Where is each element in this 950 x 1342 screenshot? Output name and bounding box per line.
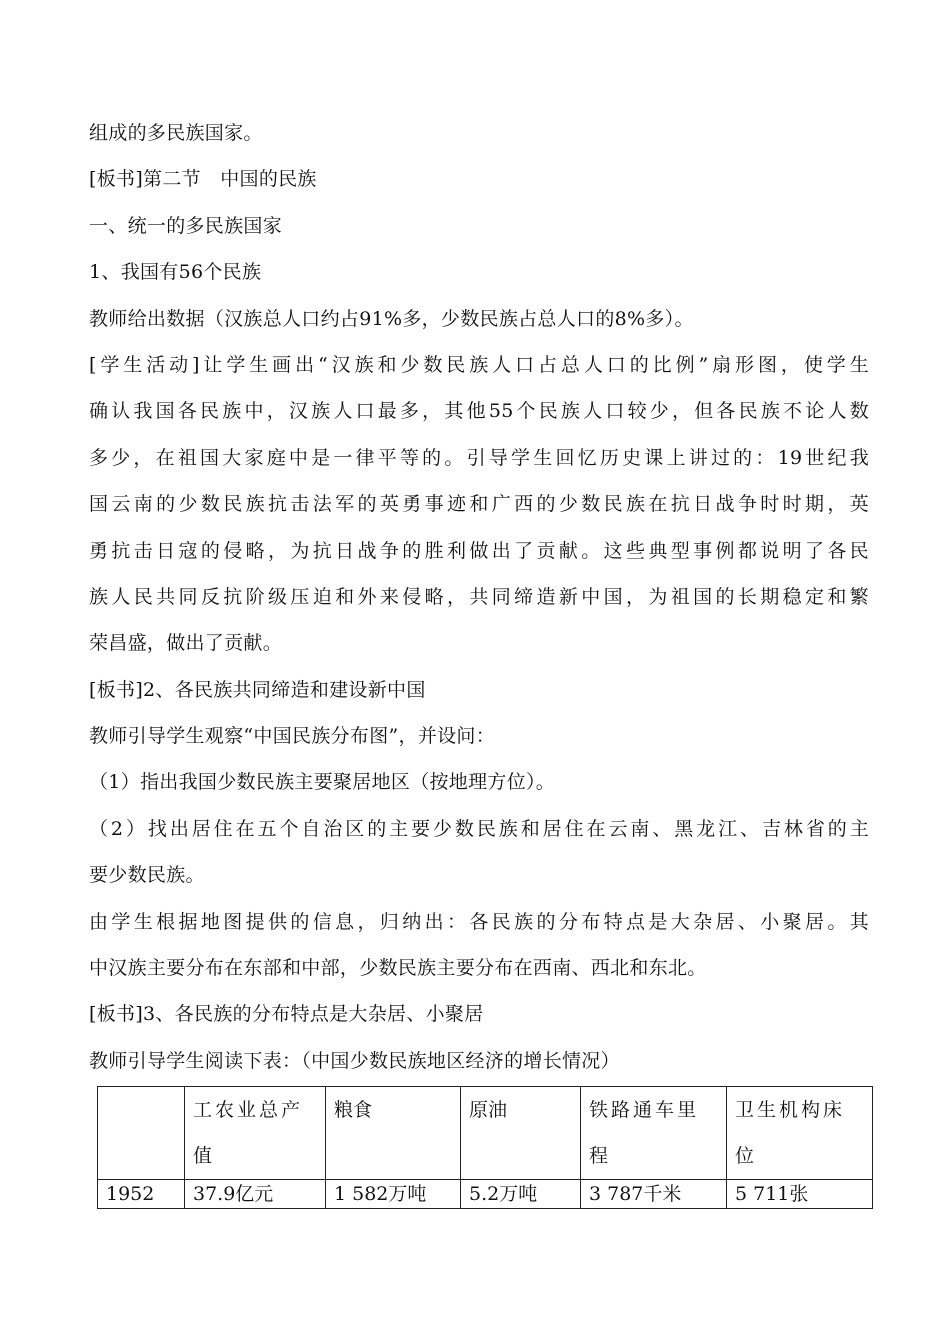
table-header-cell xyxy=(98,1087,185,1180)
text-line: 教师引导学生观察“中国民族分布图”，并设问： xyxy=(89,725,496,748)
table-cell: 5.2万吨 xyxy=(461,1180,581,1209)
board-heading: [板书]3、各民族的分布特点是大杂居、小聚居 xyxy=(89,1003,484,1026)
table-header-cell: 工农业总产值 xyxy=(185,1087,326,1180)
text-line: 组成的多民族国家。 xyxy=(89,122,263,144)
table-header-cell: 铁路通车里程 xyxy=(581,1087,727,1180)
table-cell: 37.9亿元 xyxy=(185,1180,326,1209)
text-line: 教师引导学生阅读下表：（中国少数民族地区经济的增长情况） xyxy=(89,1049,620,1072)
table-cell: 1 582万吨 xyxy=(326,1180,461,1209)
table-cell: 3 787千米 xyxy=(581,1180,727,1209)
board-heading: [板书]2、各民族共同缔造和建设新中国 xyxy=(89,678,426,701)
table-cell: 5 711张 xyxy=(727,1180,873,1209)
table-header-cell: 卫生机构床位 xyxy=(727,1087,873,1180)
text-line: 由学生根据地图提供的信息，归纳出：各民族的分布特点是大杂居、小聚居。其 xyxy=(89,910,869,933)
subsection-heading: 1、我国有56个民族 xyxy=(89,261,262,284)
text-line: [学生活动]让学生画出“汉族和少数民族人口占总人口的比例”扇形图，使学生 xyxy=(89,353,869,376)
section-heading: 一、统一的多民族国家 xyxy=(89,214,283,237)
table-cell: 1952 xyxy=(98,1180,185,1209)
text-line: 勇抗击日寇的侵略，为抗日战争的胜利做出了贡献。这些典型事例都说明了各民 xyxy=(89,539,869,562)
board-heading: [板书]第二节 中国的民族 xyxy=(89,168,317,191)
text-line: 荣昌盛，做出了贡献。 xyxy=(89,632,283,655)
table-row xyxy=(98,1180,873,1209)
table-header-row xyxy=(98,1087,873,1180)
text-line: 族人民共同反抗阶级压迫和外来侵略，共同缔造新中国，为祖国的长期稳定和繁 xyxy=(89,585,869,608)
document-body xyxy=(89,110,869,1084)
text-line: 多少，在祖国大家庭中是一律平等的。引导学生回忆历史课上讲过的：19世纪我 xyxy=(89,446,869,469)
text-line: 教师给出数据（汉族总人口约占91%多，少数民族占总人口的8%多）。 xyxy=(89,307,694,330)
question-item: （2）找出居住在五个自治区的主要少数民族和居住在云南、黑龙江、吉林省的主 xyxy=(89,817,869,840)
table-header-cell: 粮食 xyxy=(326,1087,461,1180)
text-line: 国云南的少数民族抗击法军的英勇事迹和广西的少数民族在抗日战争时时期，英 xyxy=(89,493,869,516)
question-item: （1）指出我国少数民族主要聚居地区（按地理方位）。 xyxy=(89,771,556,794)
economy-growth-table xyxy=(97,1086,873,1209)
text-line: 中汉族主要分布在东部和中部，少数民族主要分布在西南、西北和东北。 xyxy=(89,957,707,980)
table-header-cell: 原油 xyxy=(461,1087,581,1180)
text-line: 要少数民族。 xyxy=(89,864,205,887)
text-line: 确认我国各民族中，汉族人口最多，其他55个民族人口较少，但各民族不论人数 xyxy=(89,400,869,423)
